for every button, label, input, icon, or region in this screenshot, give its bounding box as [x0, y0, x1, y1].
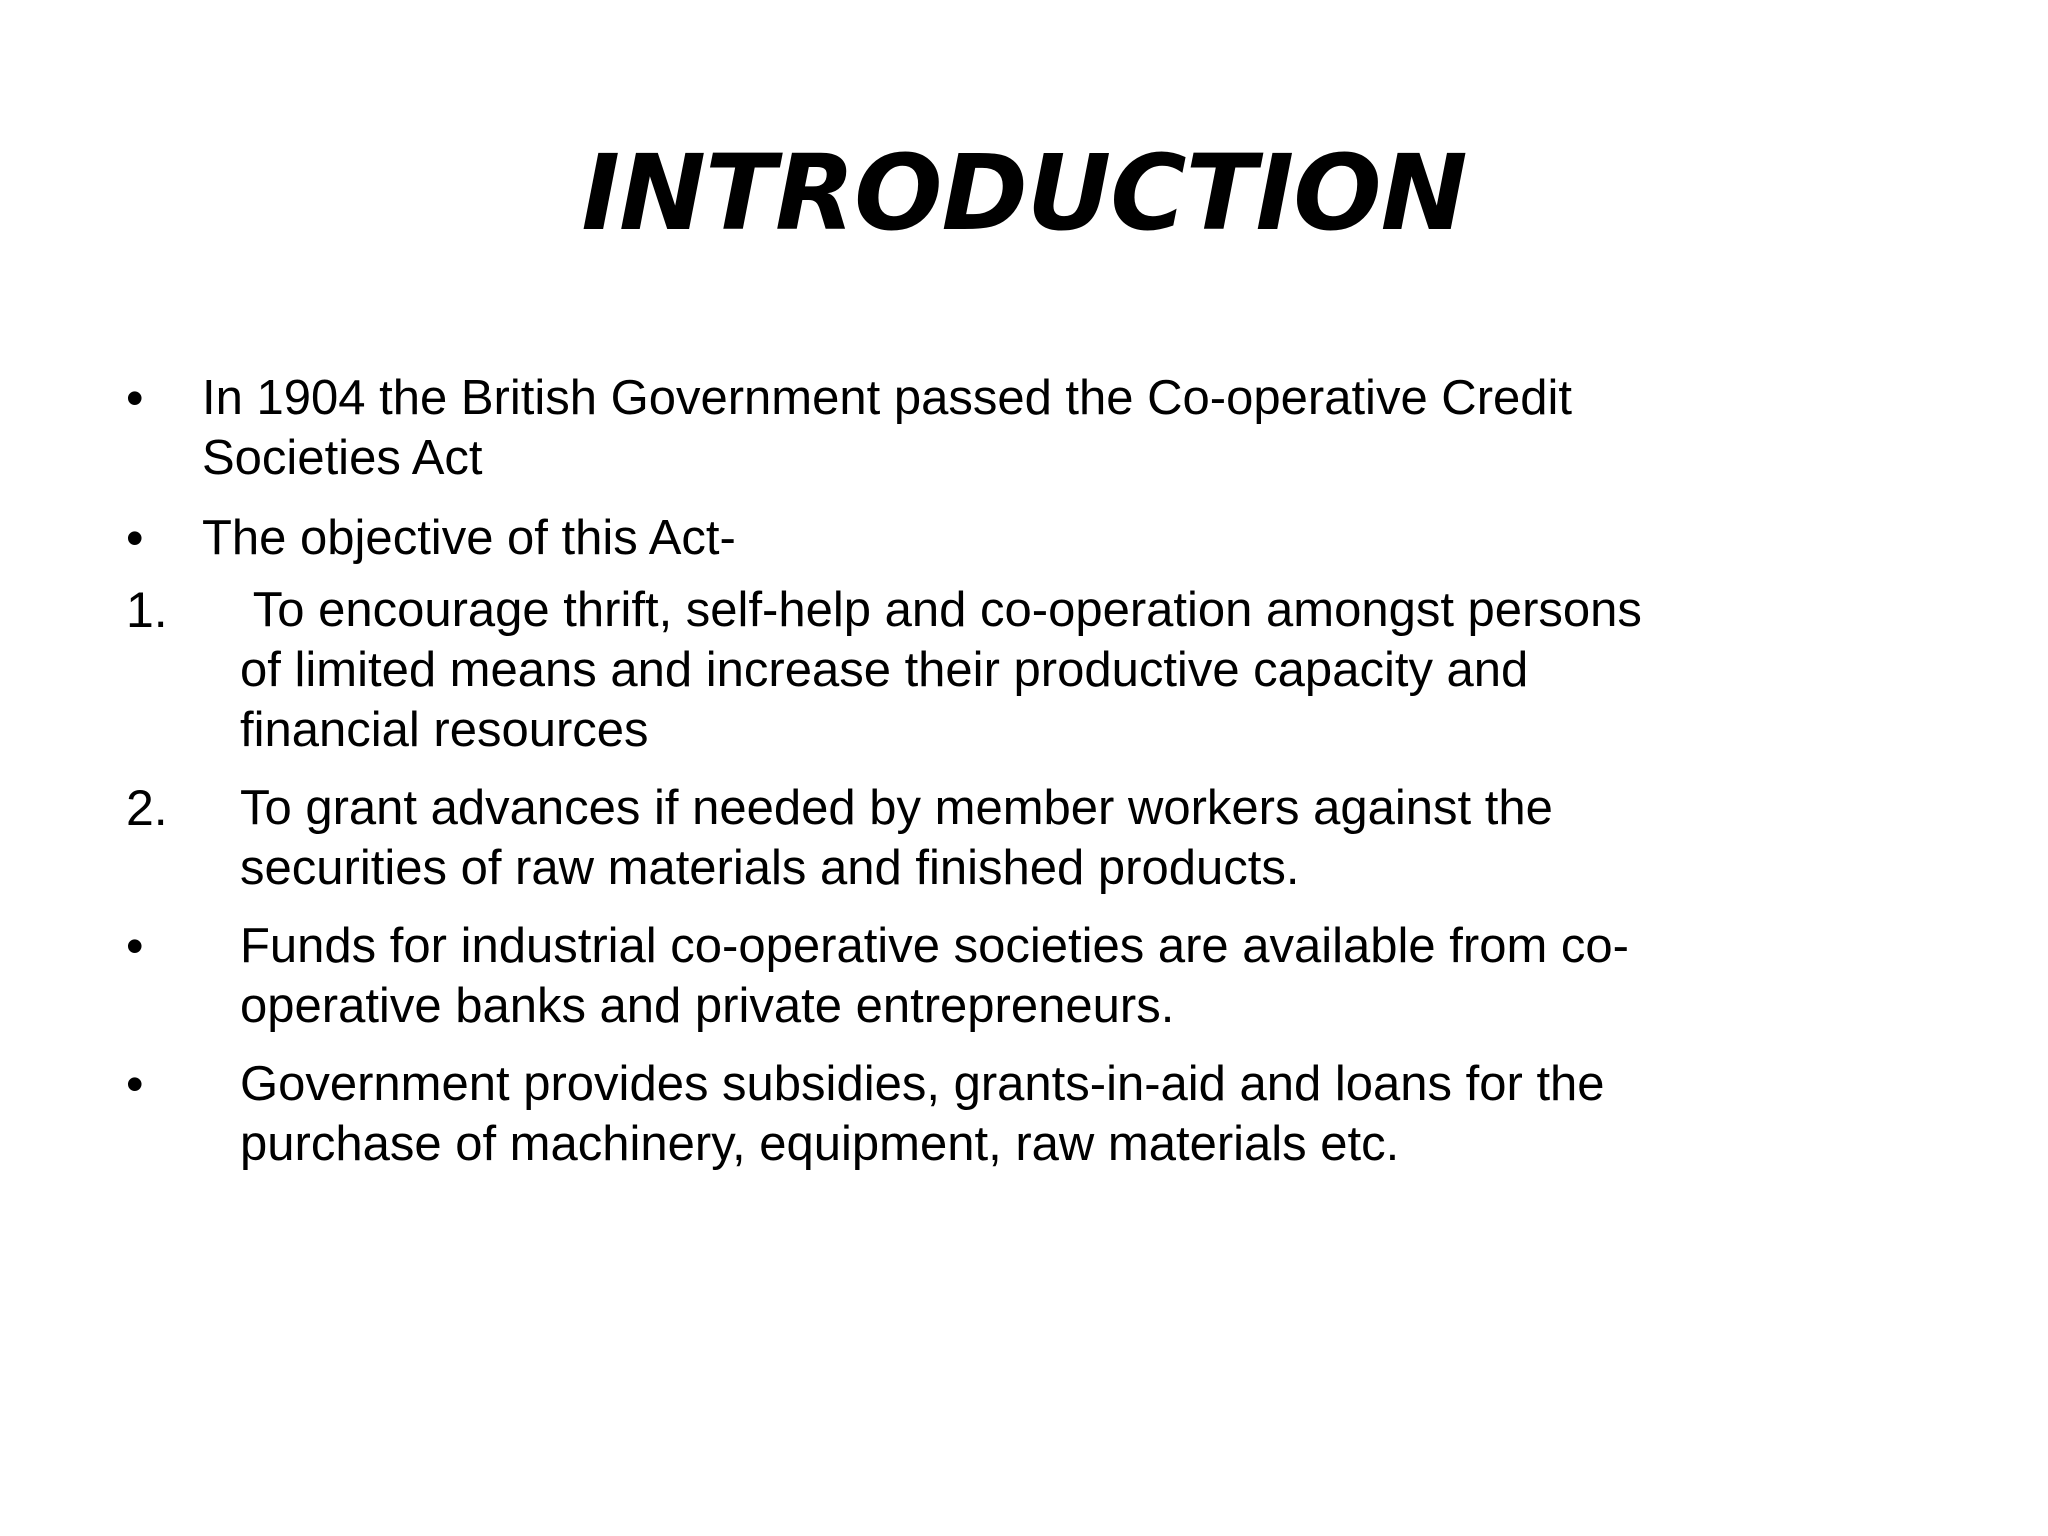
number-marker: 1. — [126, 582, 168, 638]
list-item-text — [240, 916, 1629, 1036]
text-line: To encourage thrift, self-help and co-operation amongst persons — [240, 583, 1642, 637]
text-line: Societies Act — [202, 431, 483, 485]
slide-title: INTRODUCTION — [581, 132, 1467, 254]
text-line: Funds for industrial co-operative societies are available from co- — [240, 919, 1629, 973]
list-item-text — [240, 778, 1553, 898]
text-line: Government provides subsidies, grants-in-aid and loans for the — [240, 1057, 1605, 1111]
bullet-marker: • — [126, 918, 144, 974]
text-line: The objective of this Act- — [202, 511, 736, 565]
list-item-text — [202, 508, 736, 568]
text-line: In 1904 the British Government passed the Co-operative Credit — [202, 371, 1573, 425]
text-line: of limited means and increase their productive capacity and — [240, 643, 1529, 697]
text-line: operative banks and private entrepreneurs. — [240, 979, 1175, 1033]
bullet-marker: • — [126, 510, 144, 566]
text-line: securities of raw materials and finished products. — [240, 841, 1300, 895]
list-item-text — [202, 368, 1572, 488]
bullet-marker: • — [126, 370, 144, 426]
text-line: To grant advances if needed by member workers against the — [240, 781, 1553, 835]
bullet-marker: • — [126, 1056, 144, 1112]
text-line: purchase of machinery, equipment, raw materials etc. — [240, 1117, 1400, 1171]
number-marker: 2. — [126, 780, 168, 836]
list-item-text — [240, 1054, 1605, 1174]
list-item-text — [240, 580, 1642, 760]
text-line: financial resources — [240, 703, 649, 757]
